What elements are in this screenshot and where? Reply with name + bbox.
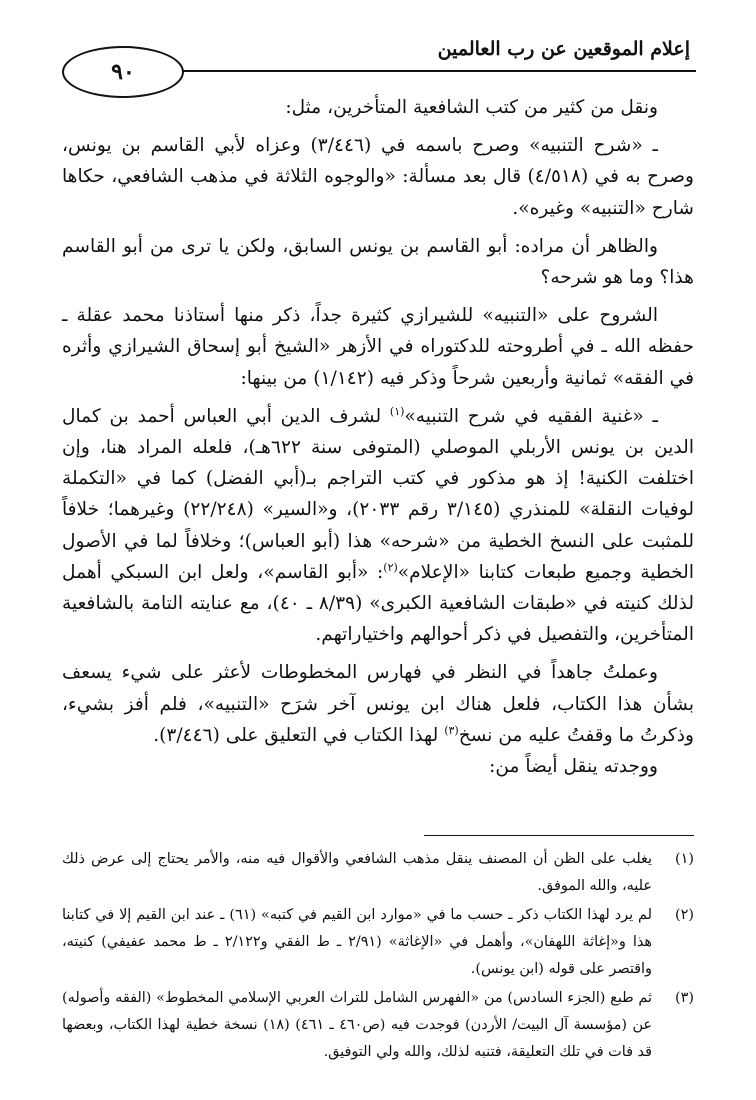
footnote-3	[62, 985, 694, 1066]
page-number-oval	[62, 46, 184, 98]
paragraph-3: والظاهر أن مراده: أبو القاسم بن يونس السابق، ولكن يا ترى من أبو القاسم هذا؟ وما هو شرحه؟	[62, 235, 694, 289]
paragraph-6-text: وعملتُ جاهداً في النظر في فهارس المخطوطات لأعثر على شيء يسعف بشأن هذا الكتاب، فلعل هناك ابن يونس آخر شرَح «التنبيه»، فلم أفز بشيء، وذكرتُ ما وقفتُ عليه من نسخ	[62, 662, 694, 746]
paragraph-5-cont: : «أبو القاسم»، ولعل ابن السبكي أهمل لذلك كنيته في «طبقات الشافعية الكبرى» (٨/٣٩ ـ ٤٠)، مع عنايته التامة بالشافعية المتأخرين، والتفصيل في ذكر أحوالهم واختياراتهم.	[62, 561, 694, 646]
paragraph-5	[62, 401, 694, 651]
paragraph-1: ونقل من كثير من كتب الشافعية المتأخرين، مثل:	[285, 97, 658, 118]
page-header	[62, 34, 696, 84]
page-number: ٩٠	[111, 59, 135, 85]
footnote-ref-1[interactable]: (١)	[389, 404, 405, 418]
footnote-1	[62, 846, 694, 900]
footnote-ref-3[interactable]: (٣)	[444, 723, 459, 737]
book-title: إعلام الموقعين عن رب العالمين	[437, 38, 690, 60]
paragraph-2: ـ «شرح التنبيه» وصرح باسمه في (٣/٤٤٦) وعزاه لأبي القاسم بن يونس، وصرح به في (٤/٥١٨) قال بعد مسألة: «والوجوه الثلاثة في مذهب الشافعي، حكاها شارح «التنبيه» وغيره».	[62, 135, 694, 219]
main-text	[62, 92, 694, 782]
footnote-text: لم يرد لهذا الكتاب ذكر ـ حسب ما في «موارد ابن القيم في كتبه» (٦١) ـ عند ابن القيم إلا في كتابنا هذا و«إغاثة اللهفان»، وأهمل في «الإغاثة» (٢/٩١ ـ ط الفقي و٢/١٢٢ ـ ط محمد عفيفي) كنيته، واقتصر على قوله (ابن يونس).	[62, 907, 652, 977]
paragraph-6	[62, 657, 694, 751]
footnote-number: (٣)	[675, 990, 694, 1006]
footnote-text: ثم طبع (الجزء السادس) من «الفهرس الشامل للتراث العربي الإسلامي المخطوط» (الفقه وأصوله) عن (مؤسسة آل البيت/ الأردن) فوجدت فيه (ص٤٦٠ ـ ٤٦١) (١٨) نسخة خطية لهذا الكتاب، وبعضها قد فات في تلك التعليقة، فتنبه لذلك، والله ولي التوفيق.	[62, 990, 652, 1060]
footnote-ref-2[interactable]: (٢)	[383, 560, 398, 574]
paragraph-7: ووجدته ينقل أيضاً من:	[489, 756, 658, 778]
paragraph-6-cont: لهذا الكتاب في التعليق على (٣/٤٤٦).	[153, 724, 445, 746]
footnote-number: (٢)	[675, 907, 694, 923]
footnote-separator	[424, 835, 694, 836]
header-rule	[172, 70, 696, 72]
paragraph-5-text: لشرف الدين أبي العباس أحمد بن كمال الدين بن يونس الأربلي الموصلي (المتوفى سنة ٦٢٢هـ)، فلعله المراد هنا، وإن اختلفت الكنية! إذ هو مذكور في كتب التراجم بـ(أبي الفضل) كما في «التكملة لوفيات النقلة» للمنذري (٣/١٤٥ رقم ٢٠٣٣)، و«السير» (٢٢/٢٤٨) وغيرهما؛ خلافاً للمثبت على النسخ الخطية من «شرحه» هذا (أبو العباس)؛ وخلافاً لما في الأصول الخطية وجميع طبعات كتابنا «الإعلام»	[62, 405, 694, 583]
footnote-number: (١)	[675, 851, 694, 867]
ghunyat-title: ـ «غنية الفقيه في شرح التنبيه»	[404, 405, 659, 427]
footnote-text: يغلب على الظن أن المصنف ينقل مذهب الشافعي والأقوال فيه منه، والأمر يحتاج إلى عرض ذلك عليه، والله الموفق.	[62, 851, 652, 894]
paragraph-4: الشروح على «التنبيه» للشيرازي كثيرة جداً، ذكر منها أستاذنا محمد عقلة ـ حفظه الله ـ في أطروحته للدكتوراه في الأزهر «الشيخ أبو إسحاق الشيرازي وأثره في الفقه» ثمانية وأربعين شرحاً وذكر فيه (١/١٤٢) من بينها:	[62, 305, 694, 389]
footnotes	[62, 846, 694, 1068]
footnote-2	[62, 902, 694, 983]
